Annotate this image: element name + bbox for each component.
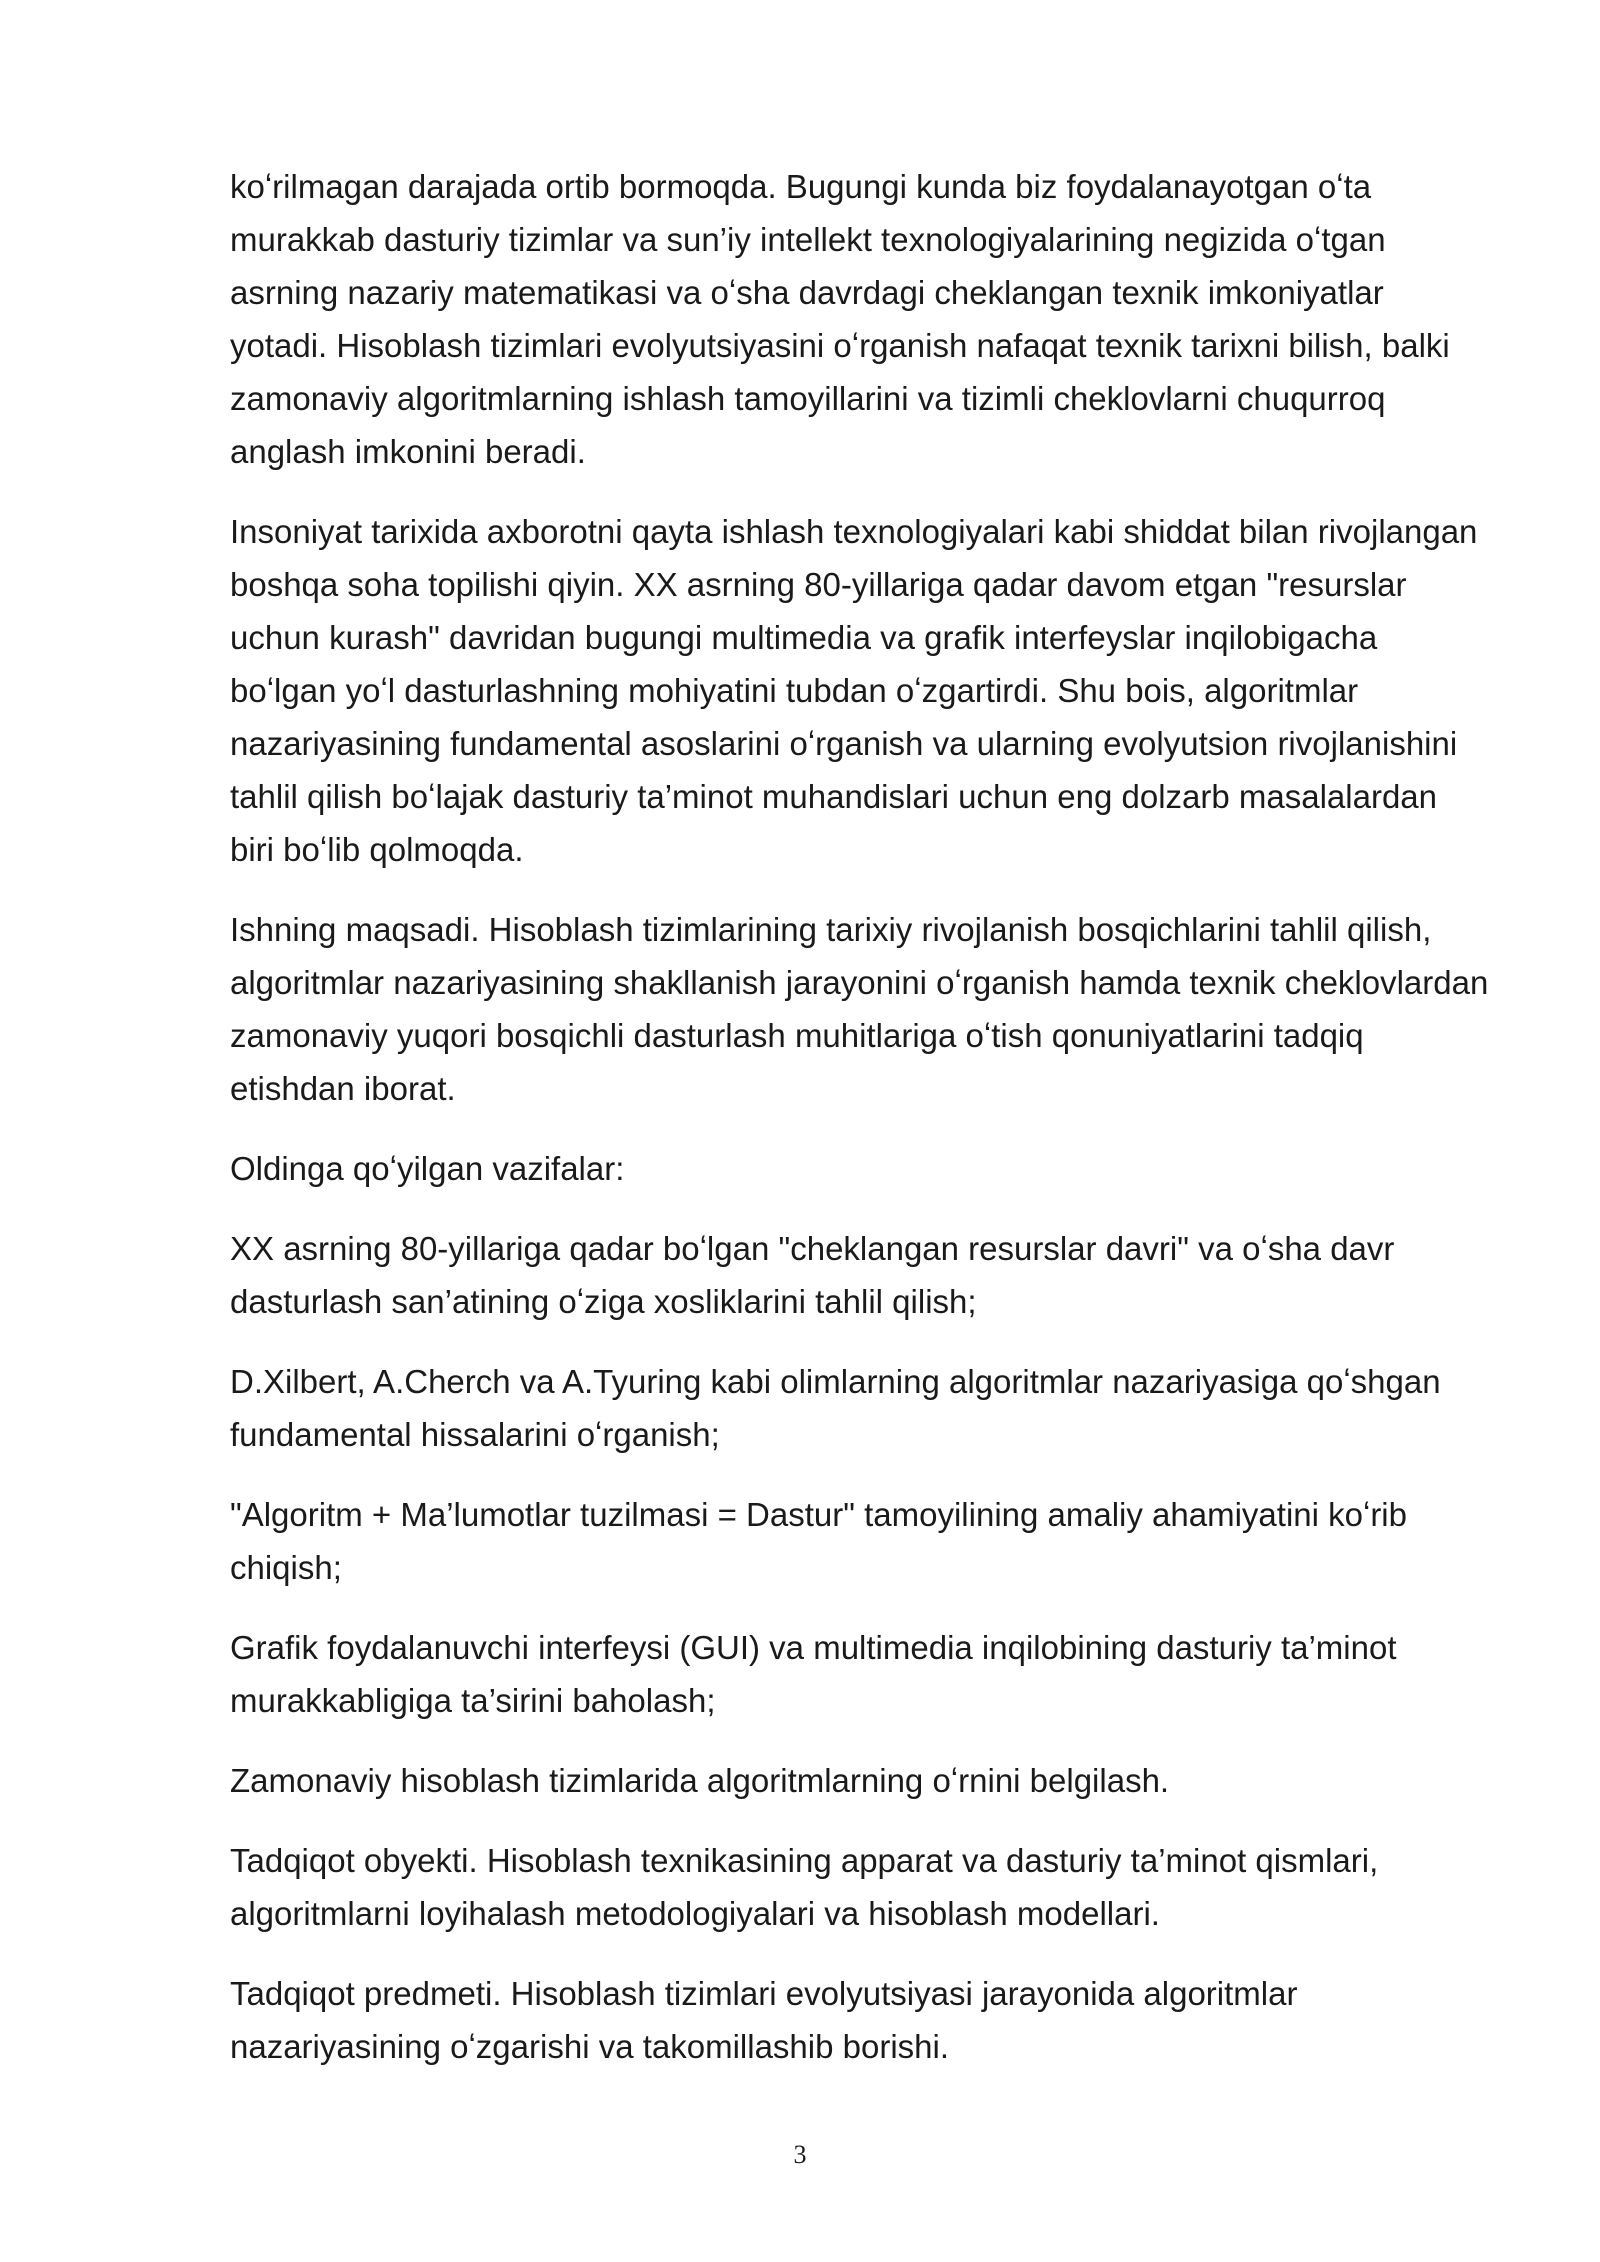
paragraph-research-subject: Tadqiqot predmeti. Hisoblash tizimlari evolyutsiyasi jarayonida algoritmlar nazariyasining oʻzgarishi va takomillashib borishi.	[230, 1975, 1298, 2065]
paragraph-relevance: Insoniyat tarixida axborotni qayta ishlash texnologiyalari kabi shiddat bilan rivojlangan boshqa soha topilishi qiyin. XX asrning 80-yillariga qadar davom etgan "resurslar uchun kurash" davridan bugungi multimedia va grafik interfeyslar inqilobigacha boʻlgan yoʻl dasturlashning mohiyatini tubdan oʻzgartirdi. Shu bois, algoritmlar nazariyasining fundamental asoslarini oʻrganish va ularning evolyutsion rivojlanishini tahlil qilish boʻlajak dasturiy ta’minot muhandislari uchun eng dolzarb masalalardan biri boʻlib qolmoqda.	[230, 513, 1478, 868]
paragraph-task-3: "Algoritm + Ma’lumotlar tuzilmasi = Dastur" tamoyilining amaliy ahamiyatini koʻrib chiqish;	[230, 1496, 1407, 1586]
paragraph-task-4: Grafik foydalanuvchi interfeysi (GUI) va multimedia inqilobining dasturiy ta’minot murakkabligiga ta’sirini baholash;	[230, 1629, 1397, 1719]
page-number: 3	[793, 2140, 807, 2169]
paragraph-task-1: XX asrning 80-yillariga qadar boʻlgan "cheklangan resurslar davri" va oʻsha davr dasturlash san’atining oʻziga xosliklarini tahlil qilish;	[230, 1230, 1395, 1320]
paragraph-intro-continuation: koʻrilmagan darajada ortib bormoqda. Bugungi kunda biz foydalanayotgan oʻta murakkab dasturiy tizimlar va sun’iy intellekt texnologiyalarining negizida oʻtgan asrning nazariy matematikasi va oʻsha davrdagi cheklangan texnik imkoniyatlar yotadi. Hisoblash tizimlari evolyutsiyasini oʻrganish nafaqat texnik tarixni bilish, balki zamonaviy algoritmlarning ishlash tamoyillarini va tizimli cheklovlarni chuqurroq anglash imkonini beradi.	[230, 168, 1450, 470]
paragraph-goal: Ishning maqsadi. Hisoblash tizimlarining tarixiy rivojlanish bosqichlarini tahlil qilish, algoritmlar nazariyasining shakllanish jarayonini oʻrganish hamda texnik cheklovlardan zamonaviy yuqori bosqichli dasturlash muhitlariga oʻtish qonuniyatlarini tadqiq etishdan iborat.	[230, 911, 1489, 1107]
paragraph-task-2: D.Xilbert, A.Cherch va A.Tyuring kabi olimlarning algoritmlar nazariyasiga qoʻshgan fundamental hissalarini oʻrganish;	[230, 1363, 1441, 1453]
document-body	[230, 160, 1490, 2100]
paragraph-tasks-heading: Oldinga qoʻyilgan vazifalar:	[230, 1150, 625, 1187]
paragraph-research-object: Tadqiqot obyekti. Hisoblash texnikasining apparat va dasturiy ta’minot qismlari, algoritmlarni loyihalash metodologiyalari va hisoblash modellari.	[230, 1842, 1379, 1932]
paragraph-task-5: Zamonaviy hisoblash tizimlarida algoritmlarning oʻrnini belgilash.	[230, 1762, 1170, 1799]
